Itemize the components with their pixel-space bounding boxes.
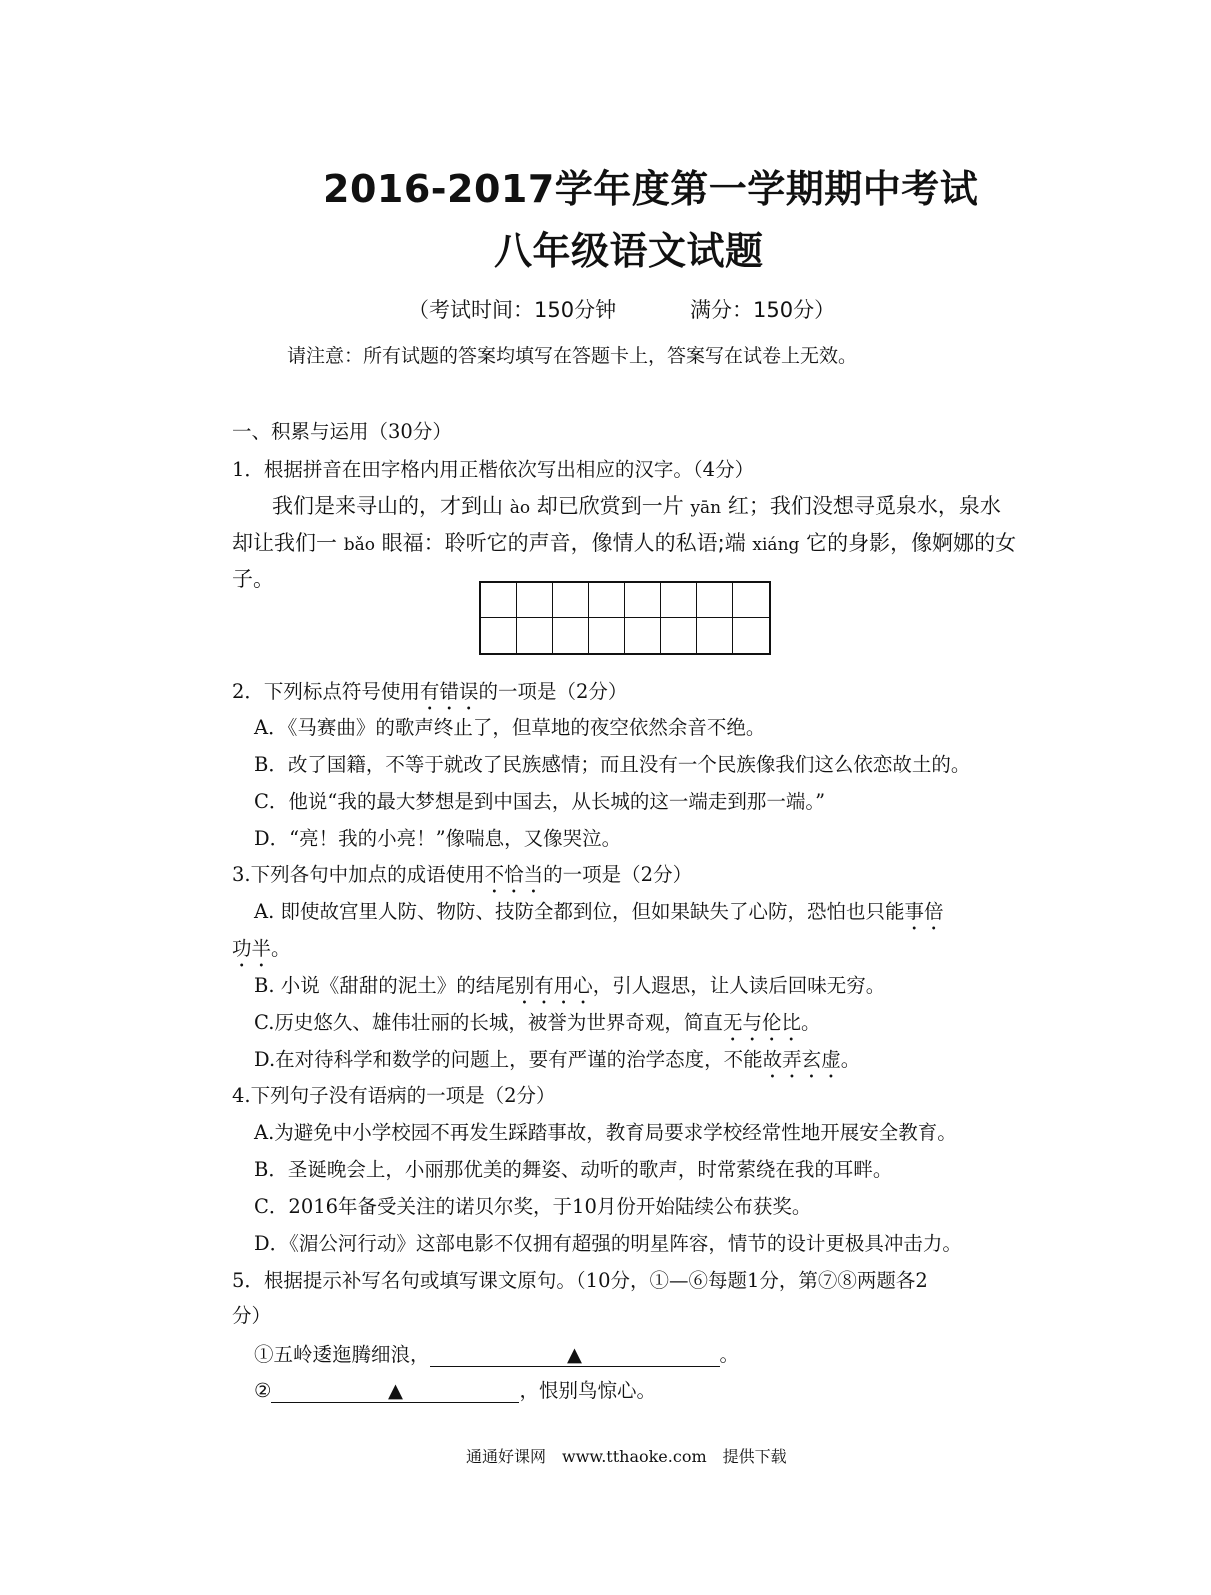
- option-text: A. 即使故宫里人防、物防、技防全都到位，但如果缺失了心防，恐怕也只能: [254, 900, 905, 923]
- q1-passage-line2: [232, 527, 1016, 557]
- emphasis-char: 比: [781, 1011, 801, 1034]
- emphasis-char: 功: [232, 937, 252, 960]
- emphasis-char: 玄: [801, 1048, 822, 1071]
- emphasis-char: 弄: [782, 1048, 802, 1071]
- stem-text: 的一项是（2分）: [543, 863, 693, 886]
- emphasis-char: 倍: [924, 900, 944, 923]
- q5-stem: 5．根据提示补写名句或填写课文原句。（10分，①—⑥每题1分，第⑦⑧两题各2: [232, 1269, 928, 1292]
- option-text: ，引人遐思，让人读后回味无穷。: [592, 974, 886, 997]
- q1-text: 红；我们没想寻觅泉水，泉水: [727, 494, 1001, 518]
- q3-option-c: [254, 1007, 821, 1035]
- emphasis-char: 事: [904, 900, 924, 923]
- q4-option-a: A.为避免中小学校园不再发生踩踏事故，教育局要求学校经常性地开展安全教育。: [254, 1121, 957, 1144]
- q5-item-2: [254, 1375, 656, 1403]
- grid-cell: [481, 618, 517, 653]
- grid-cell: [553, 618, 589, 653]
- q3-stem: [232, 859, 692, 887]
- q2-option-a: A．《马赛曲》的歌声终止了，但草地的夜空依然余音不绝。: [254, 716, 766, 739]
- item-text: 。: [719, 1343, 740, 1366]
- q2-option-d: D．“亮！我的小亮！”像喘息，又像哭泣。: [254, 827, 622, 850]
- footer-source: 通通好课网 www.tthaoke.com 提供下载: [466, 1447, 787, 1466]
- pinyin: yān: [690, 498, 722, 518]
- q1-passage-line3: 子。: [232, 567, 274, 591]
- stem-text: 3.下列各句中加点的成语使用: [232, 863, 485, 886]
- option-text: C.历史悠久、雄伟壮丽的长城，被誉为世界奇观，简直: [254, 1011, 723, 1034]
- item-text: ，恨别鸟惊心。: [519, 1379, 656, 1402]
- grid-cell: [625, 583, 661, 618]
- pinyin: xiáng: [752, 535, 800, 555]
- grid-cell: [517, 583, 553, 618]
- grid-cell: [733, 583, 769, 618]
- q2-option-b: B．改了国籍，不等于就改了民族感情；而且没有一个民族像我们这么依恋故土的。: [254, 753, 971, 776]
- q2-option-c: C．他说“我的最大梦想是到中国去，从长城的这一端走到那一端。”: [254, 790, 826, 813]
- q1-text: 它的身影，像婀娜的女: [806, 531, 1017, 555]
- q1-text: 我们是来寻山的，才到山: [272, 494, 503, 518]
- grid-cell: [517, 618, 553, 653]
- q3-option-a: [254, 896, 944, 924]
- q2-stem: [232, 676, 627, 704]
- q4-option-d: D．《湄公河行动》这部电影不仅拥有超强的明星阵容，情节的设计更极具冲击力。: [254, 1232, 962, 1255]
- emphasis-char: 心: [573, 974, 593, 997]
- emphasis-char: 误: [458, 680, 479, 703]
- stem-text: 的一项是（2分）: [478, 680, 628, 703]
- q3-option-d: [254, 1044, 860, 1072]
- option-text: D.在对待科学和数学的问题上，要有严谨的治学态度，不能: [254, 1048, 763, 1071]
- q4-option-b: B．圣诞晚会上，小丽那优美的舞姿、动听的歌声，时常萦绕在我的耳畔。: [254, 1158, 893, 1181]
- emphasis-char: 当: [523, 863, 544, 886]
- emphasis-char: 伦: [761, 1011, 782, 1034]
- item-text: ①五岭逶迤腾细浪，: [254, 1343, 430, 1366]
- grid-cell: [553, 583, 589, 618]
- emphasis-char: 有: [419, 680, 440, 703]
- grid-cell: [481, 583, 517, 618]
- grid-cell: [661, 618, 697, 653]
- option-text: 。: [801, 1011, 821, 1034]
- option-text: 。: [840, 1048, 861, 1071]
- grid-cell: [589, 618, 625, 653]
- emphasis-char: 虚: [821, 1048, 841, 1071]
- q5-item-1: [254, 1339, 739, 1367]
- grid-cell: [661, 583, 697, 618]
- grid-cell: [625, 618, 661, 653]
- emphasis-char: 无: [722, 1011, 743, 1034]
- exam-notice: 请注意：所有试题的答案均填写在答题卡上，答案写在试卷上无效。: [287, 345, 858, 367]
- emphasis-char: 用: [553, 974, 574, 997]
- emphasis-char: 半: [251, 937, 272, 960]
- q1-text: 却已欣赏到一片: [536, 494, 684, 518]
- q1-text: 却让我们一: [232, 531, 337, 555]
- grid-cell: [589, 583, 625, 618]
- q4-stem: 4.下列句子没有语病的一项是（2分）: [232, 1084, 556, 1107]
- q1-stem: 1．根据拼音在田字格内用正楷依次写出相应的汉字。（4分）: [232, 458, 755, 481]
- answer-blank[interactable]: ▲: [271, 1379, 519, 1403]
- answer-blank[interactable]: ▲: [430, 1343, 720, 1367]
- q3-option-b: [254, 970, 885, 998]
- exam-subtitle: 八年级语文试题: [494, 229, 764, 273]
- emphasis-char: 故: [762, 1048, 783, 1071]
- grid-cell: [697, 583, 733, 618]
- option-text: B. 小说《甜甜的泥土》的结尾: [254, 974, 515, 997]
- emphasis-char: 别: [514, 974, 535, 997]
- q3-option-a-cont: [232, 933, 291, 961]
- exam-time: （考试时间：150分钟: [408, 298, 617, 322]
- exam-full-score: 满分：150分）: [690, 298, 836, 322]
- q1-text: 眼福：聆听它的声音，像情人的私语;端: [381, 531, 746, 555]
- emphasis-char: 错: [439, 680, 459, 703]
- item-text: ②: [254, 1379, 272, 1402]
- q4-option-c: C．2016年备受关注的诺贝尔奖，于10月份开始陆续公布获奖。: [254, 1195, 812, 1218]
- emphasis-char: 有: [534, 974, 554, 997]
- exam-title: 2016-2017学年度第一学期期中考试: [323, 167, 979, 211]
- q1-passage-line1: [272, 490, 1001, 520]
- stem-text: 2．下列标点符号使用: [232, 680, 420, 703]
- q5-stem-cont: 分）: [232, 1304, 272, 1327]
- tianzige-grid: [479, 581, 771, 655]
- emphasis-char: 恰: [504, 863, 524, 886]
- emphasis-char: 不: [484, 863, 505, 886]
- grid-cell: [697, 618, 733, 653]
- emphasis-char: 与: [742, 1011, 762, 1034]
- grid-cell: [733, 618, 769, 653]
- section-heading: 一、积累与运用（30分）: [232, 420, 452, 443]
- pinyin: ào: [509, 498, 531, 518]
- pinyin: bǎo: [343, 535, 375, 555]
- option-text: 。: [271, 937, 291, 960]
